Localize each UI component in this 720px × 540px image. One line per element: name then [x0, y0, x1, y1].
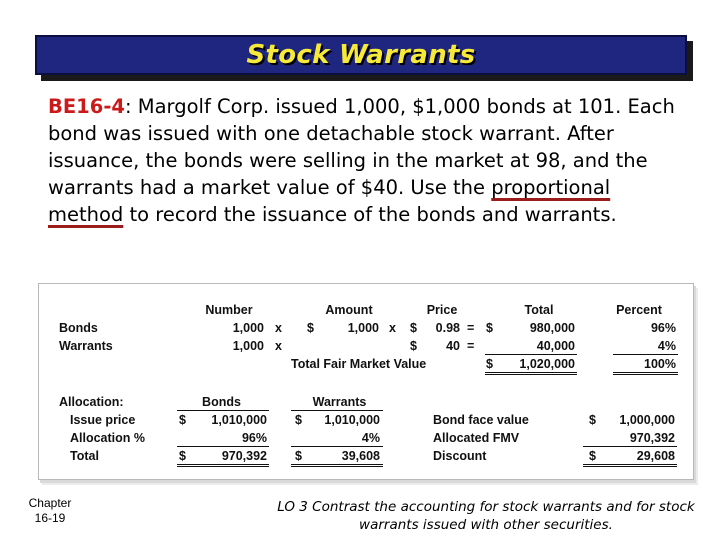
dollar-sign: $ [589, 449, 596, 463]
allocation-row-label: Issue price [70, 413, 136, 427]
bonds-subtotal-underline [177, 446, 269, 447]
warrants-header-underline [291, 410, 383, 411]
dollar-sign: $ [295, 449, 302, 463]
allocation-bonds-value: 96% [241, 431, 267, 445]
equals-sign: = [467, 321, 475, 335]
paragraph-separator: : [124, 95, 138, 118]
allocation-bonds-value: 970,392 [221, 449, 267, 463]
paragraph-text-end: to record the issuance of the bonds and warrants. [123, 203, 617, 226]
row-amount: 1,000 [347, 321, 379, 335]
summary-value: 970,392 [629, 431, 675, 445]
allocation-title: Allocation: [59, 395, 124, 409]
dollar-sign: $ [179, 449, 186, 463]
row-percent: 4% [657, 339, 676, 353]
allocation-warrants-value: 39,608 [341, 449, 380, 463]
chapter-line-1: Chapter [28, 496, 72, 510]
row-price: 0.98 [435, 321, 460, 335]
bonds-header-underline [177, 410, 269, 411]
percent-underline [613, 354, 678, 355]
equals-sign: = [467, 339, 475, 353]
chapter-label [26, 496, 74, 526]
header-amount: Amount [325, 303, 373, 317]
warrants-subtotal-underline [291, 446, 383, 447]
learning-objective: LO 3 Contrast the accounting for stock warrants and for stock warrants issued with other securities. [277, 499, 695, 533]
allocation-bonds-value: 1,010,000 [211, 413, 267, 427]
multiply-sign: x [389, 321, 396, 335]
chapter-line-2: 16-19 [34, 511, 66, 525]
summary-label: Bond face value [433, 413, 529, 427]
dollar-sign: $ [179, 413, 186, 427]
row-number: 1,000 [232, 321, 264, 335]
row-price: 40 [446, 339, 460, 353]
header-percent: Percent [616, 303, 662, 317]
summary-double-underline [583, 464, 677, 467]
dollar-sign: $ [486, 321, 493, 335]
multiply-sign: x [275, 339, 282, 353]
allocation-warrants-value: 4% [361, 431, 380, 445]
allocation-row-label: Total [70, 449, 99, 463]
header-total: Total [524, 303, 554, 317]
slide-title: Stock Warrants [246, 40, 476, 70]
paragraph-text-start: Margolf Corp. issued 1,000, $1,000 bonds at 101. Each bond was issued with one detachable stock warrant. After issuance, the bonds were selling in the market at 98, and the warrants had a market value of $40. Use the [48, 95, 675, 199]
header-number: Number [205, 303, 253, 317]
summary-value: 1,000,000 [619, 413, 675, 427]
row-number: 1,000 [232, 339, 264, 353]
header-price: Price [426, 303, 458, 317]
problem-paragraph [48, 93, 688, 228]
row-label: Bonds [59, 321, 98, 335]
dollar-sign: $ [589, 413, 596, 427]
row-label: Warrants [59, 339, 113, 353]
title-bar [35, 35, 687, 75]
fmv-percent: 100% [644, 357, 676, 371]
row-total: 980,000 [529, 321, 575, 335]
total-double-underline [485, 372, 577, 375]
summary-underline [583, 446, 677, 447]
percent-double-underline [613, 372, 678, 375]
summary-label: Discount [433, 449, 487, 463]
dollar-sign: $ [410, 321, 417, 335]
total-underline [485, 354, 577, 355]
allocation-row-label: Allocation % [70, 431, 146, 445]
dollar-sign: $ [307, 321, 314, 335]
multiply-sign: x [275, 321, 282, 335]
allocation-header-bonds: Bonds [202, 395, 241, 409]
allocation-warrants-value: 1,010,000 [324, 413, 380, 427]
dollar-sign: $ [295, 413, 302, 427]
proportional-method-term: proportional method [48, 176, 611, 226]
dollar-sign: $ [410, 339, 417, 353]
exercise-reference: BE16-4 [48, 95, 125, 118]
dollar-sign: $ [486, 357, 493, 371]
summary-value: 29,608 [636, 449, 675, 463]
row-total: 40,000 [536, 339, 575, 353]
summary-label: Allocated FMV [433, 431, 520, 445]
fmv-total: 1,020,000 [519, 357, 575, 371]
fmv-label: Total Fair Market Value [291, 357, 427, 371]
bonds-total-double-underline [177, 464, 269, 467]
warrants-total-double-underline [291, 464, 383, 467]
row-percent: 96% [650, 321, 676, 335]
allocation-header-warrants: Warrants [312, 395, 367, 409]
calculation-table [38, 283, 694, 480]
